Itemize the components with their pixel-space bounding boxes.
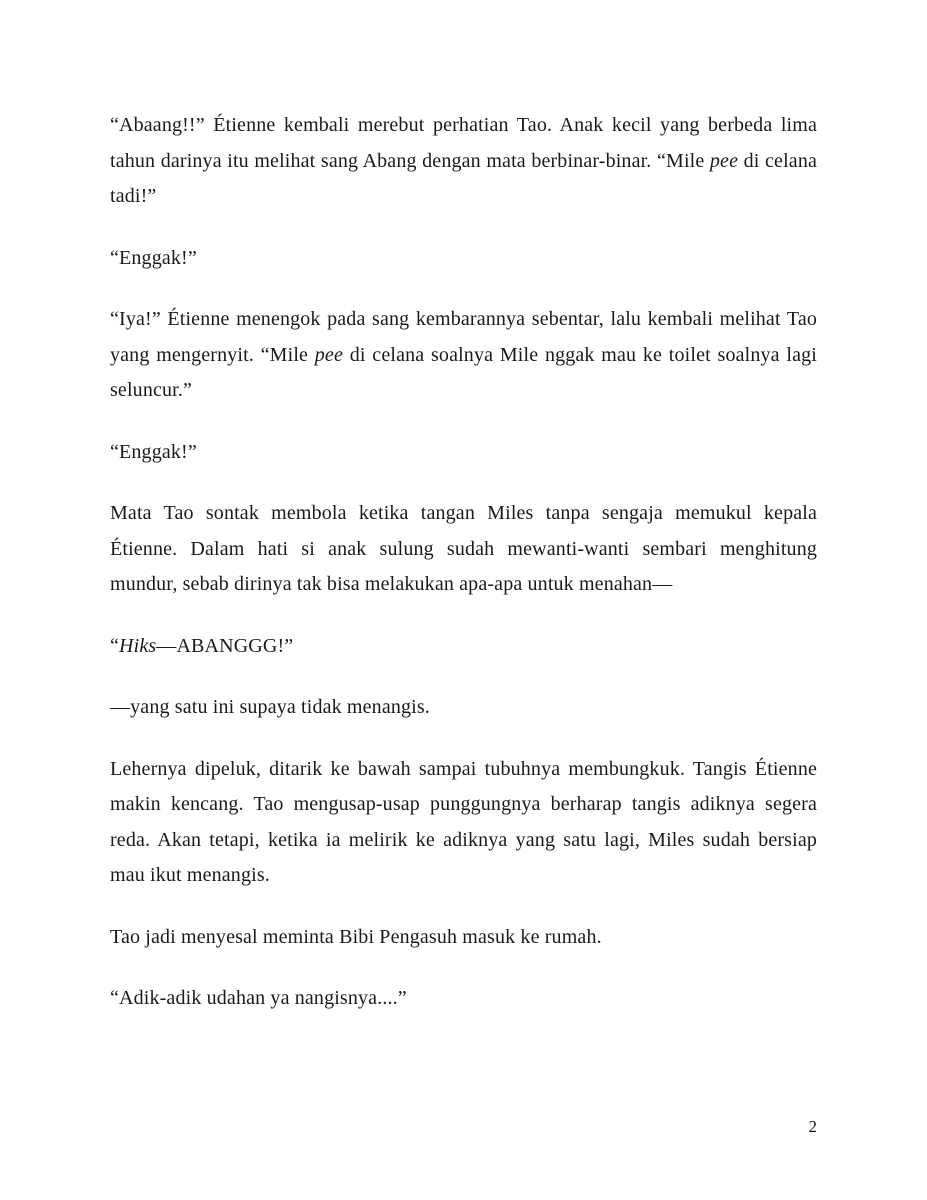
text-segment: di celana tadi!”	[110, 149, 817, 207]
paragraph-6	[110, 629, 817, 665]
text-segment: “	[110, 634, 120, 657]
paragraph-7	[110, 690, 817, 726]
paragraph-2	[110, 241, 817, 277]
italic-segment: pee	[314, 343, 343, 366]
paragraph-8	[110, 752, 817, 894]
paragraph-4	[110, 435, 817, 471]
paragraph-1	[110, 108, 817, 215]
paragraph-10	[110, 981, 817, 1017]
text-segment: —ABANGGG!”	[156, 634, 294, 657]
text-segment: di celana soalnya Mile nggak mau ke toilet soalnya lagi seluncur.”	[110, 343, 817, 401]
text-segment: Tao jadi menyesal meminta Bibi Pengasuh masuk ke rumah.	[110, 925, 602, 948]
text-segment: “Enggak!”	[110, 440, 197, 463]
page-number: 2	[808, 1117, 817, 1136]
text-segment: “Iya!” Étienne menengok pada sang kembarannya sebentar, lalu kembali melihat Tao yang mengernyit. “Mile	[110, 308, 817, 366]
italic-segment: Hiks	[119, 634, 157, 657]
text-segment: Mata Tao sontak membola ketika tangan Miles tanpa sengaja memukul kepala Étienne. Dalam hati si anak sulung sudah mewanti-wanti sembari menghitung mundur, sebab dirinya tak bisa melakukan apa-apa untuk menahan—	[110, 502, 817, 595]
text-segment: Lehernya dipeluk, ditarik ke bawah sampai tubuhnya membungkuk. Tangis Étienne makin kencang. Tao mengusap-usap punggungnya berharap tangis adiknya segera reda. Akan tetapi, ketika ia melirik ke adiknya yang satu lagi, Miles sudah bersiap mau ikut menangis.	[110, 757, 817, 886]
paragraph-5	[110, 496, 817, 603]
text-segment: “Enggak!”	[110, 246, 197, 269]
text-segment: “Adik-adik udahan ya nangisnya....”	[110, 987, 407, 1009]
paragraph-9	[110, 920, 817, 956]
page-body	[110, 108, 817, 1043]
italic-segment: pee	[709, 149, 739, 172]
paragraph-3	[110, 302, 817, 409]
text-segment: —yang satu ini supaya tidak menangis.	[110, 696, 430, 718]
text-segment: “Abaang!!” Étienne kembali merebut perhatian Tao. Anak kecil yang berbeda lima tahun darinya itu melihat sang Abang dengan mata berbinar-binar. “Mile	[110, 114, 817, 172]
